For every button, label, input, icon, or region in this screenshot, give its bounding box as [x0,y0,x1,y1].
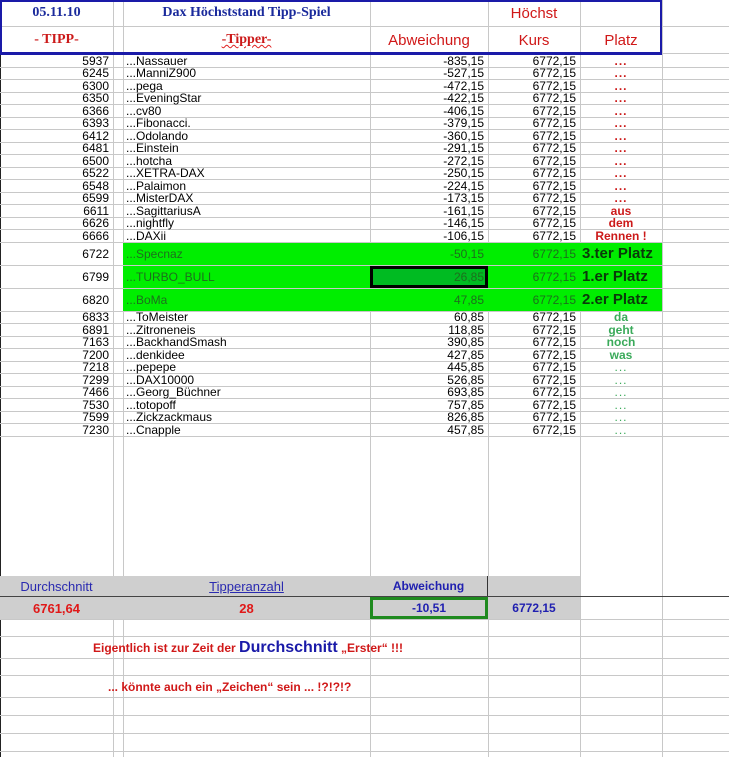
tipp-cell[interactable]: 6393 [82,116,109,131]
platz-cell[interactable]: ... [614,178,628,193]
tipp-cell[interactable]: 6666 [82,228,109,243]
tipper-cell[interactable]: ...Georg_Büchner [126,385,221,400]
abweichung-cell[interactable]: 118,85 [448,322,484,337]
col-header-abweichung[interactable]: Abweichung [388,31,470,49]
col-header-tipper[interactable] [123,27,370,53]
abweichung-cell[interactable]: -106,15 [443,228,484,243]
kurs-cell[interactable]: 6772,15 [532,141,576,156]
platz-cell[interactable]: 2.er Platz [580,289,662,311]
kurs-cell[interactable]: 6772,15 [532,372,576,387]
kurs-cell[interactable]: 6772,15 [532,128,576,143]
platz-cell[interactable]: ... [614,103,628,118]
platz-cell[interactable]: ... [614,153,628,168]
table-row [0,230,729,243]
abweichung-cell[interactable]: -272,15 [443,153,484,168]
tipper-cell[interactable]: ...BackhandSmash [126,335,227,350]
platz-cell[interactable]: ... [614,53,628,68]
abweichung-cell[interactable]: -50,15 [370,243,488,265]
kurs-cell[interactable]: 6772,15 [488,243,580,265]
abweichung-cell[interactable]: 457,85 [447,422,484,437]
tipper-header-text: -Tipper- [221,32,272,47]
col-header-kurs[interactable]: Kurs [518,31,550,49]
tipper-cell[interactable]: ...ManniZ900 [126,66,197,81]
platz-cell[interactable]: ... [614,66,628,81]
tipper-cell[interactable]: ...Palaimon [126,178,187,193]
platz-cell[interactable]: ... [614,91,628,106]
tipp-cell[interactable]: 6548 [82,178,109,193]
abweichung-cell[interactable]: 445,85 [447,360,484,375]
kurs-cell[interactable]: 6772,15 [532,103,576,118]
tipperanzahl-text: Tipperanzahl [209,578,284,594]
abweichung-cell[interactable]: -422,15 [443,91,484,106]
remark-durchschnitt: Durchschnitt [239,639,338,656]
abweichung-cell[interactable]: -291,15 [443,141,484,156]
kurs-cell[interactable]: 6772,15 [532,335,576,350]
empty-row [0,734,729,752]
kurs-cell[interactable]: 6772,15 [532,422,576,437]
kurs-cell[interactable]: 6772,15 [488,266,580,288]
kurs-cell[interactable]: 6772,15 [532,66,576,81]
platz-cell[interactable]: ... [614,116,628,131]
platz-cell[interactable]: ... [614,166,628,181]
platz-cell[interactable]: dem [608,216,634,231]
platz-cell[interactable]: Rennen ! [595,228,647,243]
tipp-cell[interactable]: 6522 [82,166,109,181]
platz-cell[interactable]: ... [614,191,628,206]
platz-cell[interactable]: ... [614,360,628,375]
abweichung-cell[interactable]: -250,15 [443,166,484,181]
kurs-cell[interactable]: 6772,15 [532,360,576,375]
platz-cell[interactable]: geht [608,322,634,337]
summary-label-row [0,576,729,597]
tipp-cell[interactable]: 7299 [82,372,109,387]
kurs-cell[interactable]: 6772,15 [532,410,576,425]
kurs-cell[interactable]: 6772,15 [532,347,576,362]
tipper-cell[interactable]: ...XETRA-DAX [126,166,205,181]
tipp-cell[interactable]: 7200 [82,347,109,362]
kurs-cell[interactable]: 6772,15 [532,385,576,400]
table-row [0,424,729,437]
tipp-cell[interactable]: 6611 [83,203,109,218]
tipper-cell[interactable]: ...totopoff [126,397,176,412]
tipper-cell[interactable]: ...Specnaz [123,243,370,265]
remark-pre: Eigentlich ist zur Zeit der [93,641,240,655]
tipp-cell[interactable]: 6350 [82,91,109,106]
kurs-cell[interactable]: 6772,15 [532,216,576,231]
tipp-cell[interactable]: 6833 [82,310,109,325]
abweichung-cell[interactable]: -360,15 [443,128,484,143]
abweichung-cell[interactable]: 693,85 [447,385,484,400]
tipper-cell[interactable]: ...DAX10000 [126,372,195,387]
abweichung-summary-label[interactable]: Abweichung [370,576,488,596]
tipper-cell[interactable]: ...MisterDAX [126,191,194,206]
kurs-cell[interactable]: 6772,15 [532,116,576,131]
abweichung-cell[interactable]: -224,15 [443,178,484,193]
tipper-cell[interactable]: ...Nassauer [126,53,188,68]
tipper-cell[interactable]: ...denkidee [126,347,185,362]
empty-row [0,716,729,734]
kurs-cell[interactable]: 6772,15 [488,289,580,311]
remark-post: „Erster“ !!! [337,641,404,655]
kurs-cell[interactable]: 6772,15 [532,53,576,68]
empty-row [0,659,729,676]
tipp-cell[interactable]: 7218 [82,360,109,375]
col-header-platz[interactable]: Platz [604,31,638,49]
tipper-cell[interactable]: ...Fibonacci. [126,116,191,131]
tipper-cell[interactable]: ...Einstein [126,141,179,156]
abweichung-summary-value[interactable]: -10,51 [370,597,488,619]
tipp-cell[interactable]: 7163 [82,335,109,350]
abweichung-cell[interactable]: -472,15 [443,78,484,93]
abweichung-cell[interactable]: 390,85 [447,335,484,350]
abweichung-cell[interactable]: -173,15 [443,191,484,206]
tipp-cell[interactable]: 7530 [82,397,109,412]
tipper-cell[interactable]: ...Zickzackmaus [126,410,213,425]
tipp-cell[interactable]: 6891 [82,322,109,337]
platz-cell[interactable]: ... [614,385,628,400]
tipper-cell[interactable]: ...pepepe [126,360,177,375]
platz-cell[interactable]: da [613,310,628,325]
tipp-cell[interactable]: 7230 [82,422,109,437]
summary-value-row [0,597,729,620]
abweichung-cell[interactable]: -406,15 [443,103,484,118]
tipper-cell[interactable]: ...nightfly [126,216,175,231]
platz-cell[interactable]: ... [614,78,628,93]
platz-cell[interactable]: ... [614,422,628,437]
tipperanzahl-label[interactable] [123,576,370,596]
kurs-cell[interactable]: 6772,15 [532,397,576,412]
tipp-cell[interactable]: 6500 [82,153,109,168]
title-text: Dax Höchststand Tipp-Spiel [162,5,331,20]
abweichung-cell[interactable]: 26,85 [370,266,488,288]
platz-cell[interactable]: 1.er Platz [580,266,662,288]
header-row-1 [0,0,729,27]
tipper-cell[interactable]: ...ToMeister [126,310,189,325]
tipp-cell[interactable]: 6245 [82,66,109,81]
platz-cell[interactable]: 3.ter Platz [580,243,662,265]
kurs-cell[interactable]: 6772,15 [532,91,576,106]
abweichung-cell[interactable]: 47,85 [370,289,488,311]
tipper-cell[interactable]: ...TURBO_BULL [123,266,370,288]
tipp-cell[interactable]: 6481 [82,141,109,156]
tipper-cell[interactable]: ...BoMa [123,289,370,311]
kurs-cell[interactable]: 6772,15 [532,228,576,243]
empty-row [0,620,729,637]
tipper-cell[interactable]: ...Cnapple [126,422,181,437]
tipper-cell[interactable]: ...pega [126,78,163,93]
abweichung-cell[interactable]: 526,85 [447,372,484,387]
tipper-cell[interactable]: ...EveningStar [126,91,202,106]
tipp-cell[interactable]: 6300 [82,78,109,93]
tipp-cell[interactable]: 6412 [82,128,109,143]
kurs-cell[interactable]: 6772,15 [532,310,576,325]
platz-cell[interactable]: ... [614,410,628,425]
tipp-cell[interactable]: 6799 [82,269,109,284]
kurs-summary-value[interactable]: 6772,15 [512,601,556,615]
tipperanzahl-value[interactable]: 28 [239,600,254,616]
platz-cell[interactable]: aus [610,203,632,218]
abweichung-cell[interactable]: -527,15 [443,66,484,81]
empty-row [0,698,729,716]
kurs-cell[interactable]: 6772,15 [532,153,576,168]
kurs-cell[interactable]: 6772,15 [532,78,576,93]
tipp-cell[interactable]: 5937 [82,53,109,68]
platz-cell[interactable]: ... [614,397,628,412]
tipp-cell[interactable]: 6599 [82,191,109,206]
abweichung-cell[interactable]: -835,15 [443,53,484,68]
header-row-2 [0,27,729,54]
tipper-cell[interactable]: ...SagittariusA [126,203,201,218]
remark-line-2[interactable]: ... könnte auch ein „Zeichen“ sein ... !?!?!? [108,680,352,694]
abweichung-cell[interactable]: -146,15 [443,216,484,231]
kurs-cell[interactable]: 6772,15 [532,322,576,337]
tipper-cell[interactable]: ...hotcha [126,153,173,168]
table-row [0,289,729,312]
date-cell[interactable]: 05.11.10 [32,5,81,20]
durchschnitt-label[interactable]: Durchschnitt [20,578,93,594]
tipp-cell[interactable]: 6722 [82,246,109,261]
platz-cell[interactable]: ... [614,141,628,156]
kurs-cell[interactable]: 6772,15 [532,191,576,206]
title-cell[interactable] [123,0,370,26]
abweichung-cell[interactable]: 757,85 [447,397,484,412]
table-row [0,266,729,289]
kurs-cell[interactable]: 6772,15 [532,166,576,181]
hoechst-cell[interactable]: Höchst [510,4,558,22]
abweichung-cell[interactable]: -379,15 [443,116,484,131]
tipper-cell[interactable]: ...cv80 [126,103,162,118]
table-row [0,243,729,266]
abweichung-cell[interactable]: -161,15 [443,203,484,218]
tipp-cell[interactable]: 6820 [82,292,109,307]
kurs-cell[interactable]: 6772,15 [532,178,576,193]
tipp-cell[interactable]: 6366 [82,103,109,118]
abweichung-cell[interactable]: 60,85 [453,310,484,325]
tipp-cell[interactable]: 7599 [82,410,109,425]
tipper-cell[interactable]: ...Odolando [126,128,189,143]
platz-cell[interactable]: ... [614,128,628,143]
tipper-cell[interactable]: ...DAXii [126,228,167,243]
kurs-cell[interactable]: 6772,15 [532,203,576,218]
durchschnitt-value[interactable]: 6761,64 [33,600,80,616]
abweichung-cell[interactable]: 427,85 [447,347,484,362]
col-header-tipp[interactable]: - TIPP- [34,32,79,47]
abweichung-cell[interactable]: 826,85 [447,410,484,425]
platz-cell[interactable]: ... [614,372,628,387]
remark-line-1[interactable] [93,639,403,657]
tipp-cell[interactable]: 7466 [82,385,109,400]
platz-cell[interactable]: was [609,347,633,362]
platz-cell[interactable]: noch [606,335,636,350]
tipper-cell[interactable]: ...Zitroneneis [126,322,196,337]
tipp-cell[interactable]: 6626 [82,216,109,231]
